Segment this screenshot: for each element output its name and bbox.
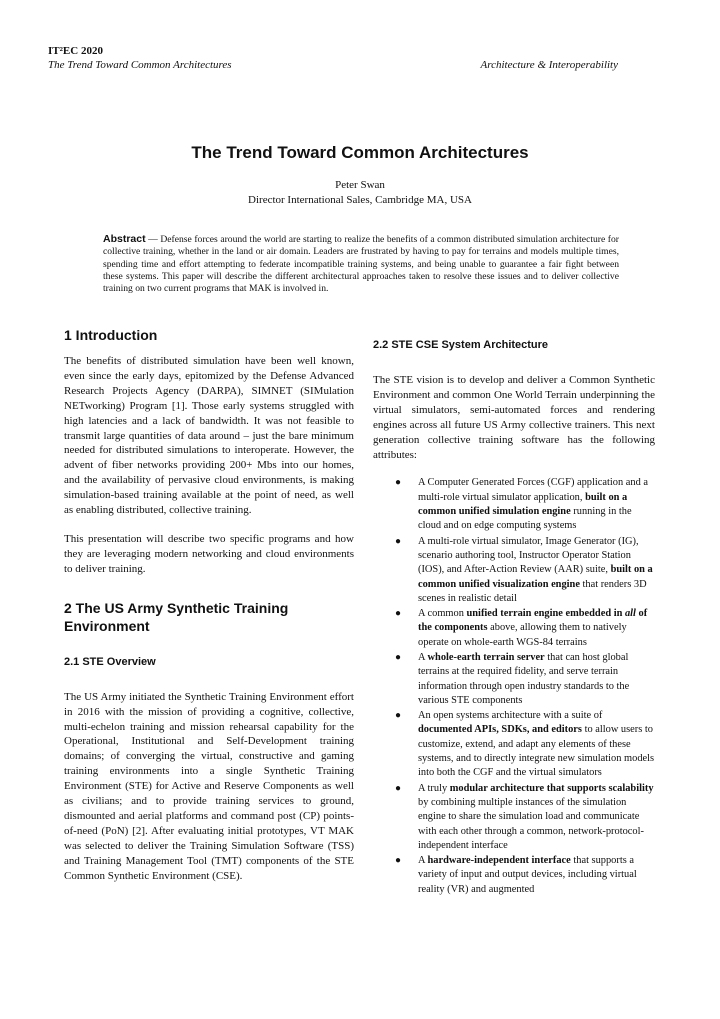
bullet-icon: ●	[395, 855, 402, 867]
section-2-2-paragraph: The STE vision is to develop and deliver a Common Synthetic Environment and common One World Terrain underpinning the virtual simulators, semi-automated forces and rendering engines across all future US Army collective trainers. This next generation collective training software has the following attributes:	[373, 374, 655, 461]
list-item: ● A hardware-independent interface that supports a variety of input and output devices, including virtual reality (VR) and augmented	[395, 855, 637, 895]
section-1-paragraph-2: This presentation will describe two specific programs and how they are leveraging modern networking and cloud environments to deliver training.	[64, 532, 354, 575]
list-item: ● A common unified terrain engine embedded in all of the components above, allowing them to natively operate on whole-earth WGS-84 terrains	[395, 608, 648, 648]
section-2-2-heading: 2.2 STE CSE System Architecture	[373, 339, 549, 351]
abstract-text: — Defense forces around the world are starting to realize the benefits of a common distributed simulation architecture for collective training, whether in the land or air domain. Leaders are frustrated by having to pay for terrains and models multiple times, spending time and effort attempting to federate incompatible training systems, and being unable to guarantee a fair fight between these systems. This paper will describe the different architectural approaches taken to resolve these issues and to deliver collective training on two current programs that MAK is involved in.	[103, 234, 619, 295]
section-2-1-paragraph: The US Army initiated the Synthetic Training Environment effort in 2016 with the mission of providing a cognitive, collective, multi-echelon training and mission rehearsal capability for the Operational, Institutional and Self-Development training domains; of converging the virtual, constructive and gaming training environments into a single Synthetic Training Environment (STE) for Active and Reserve Components as well as civilians; and to provide training services to ground, dismounted and aerial platforms and command post (CP) points-of-need (PoN) [2]. After evaluating initial prototypes, VT MAK was selected to deliver the Training Simulation Software (TSS) and Training Management Tool (TMT) components of the STE Common Synthetic Environment (CSE).	[64, 690, 354, 882]
conference-name: IT²EC 2020	[48, 45, 103, 57]
abstract-label: Abstract	[103, 233, 146, 245]
bullet-icon: ●	[395, 535, 402, 547]
list-item: ● A whole-earth terrain server that can host global terrains at the required fidelity, and serve terrain information through open industry standards to the various STE components	[395, 652, 630, 706]
bullet-icon: ●	[395, 477, 402, 489]
bullet-icon: ●	[395, 710, 402, 722]
section-1-heading: 1 Introduction	[64, 327, 158, 343]
right-column	[373, 326, 655, 898]
list-item: ● A multi-role virtual simulator, Image Generator (IG), scenario authoring tool, Instructor Operator Station (IOS), and After-Action Review (AAR) suite, built on a common unified visualization engine that renders 3D scenes in realistic detail	[395, 535, 653, 604]
section-tag: Architecture & Interoperability	[480, 59, 618, 71]
paper-title: The Trend Toward Common Architectures	[191, 143, 529, 162]
section-2-heading: 2 The US Army Synthetic Training Environment	[64, 599, 289, 634]
section-1-paragraph-1: The benefits of distributed simulation have been well known, even since the early days, epitomized by the Defense Advanced Research Projects Agency (DARPA), SIMNET (SIMulation NETworking) Program [1]. Those early systems struggled with high latencies and a lack of bandwidth. It was not feasible to transmit large quantities of data around – just the bare minimum needed for distributed simulations to interoperate. However, the advent of fiber networks providing 200+ Mbs into our homes, and the availability of pervasive cloud environments, is making simulation-based training available at the point of need, as well as enabling distributed, collective training.	[64, 355, 354, 517]
author-block	[0, 178, 720, 208]
list-item: ● A Computer Generated Forces (CGF) application and a multi-role virtual simulator application, built on a common unified simulation engine running in the cloud and on edge computing systems	[395, 477, 648, 532]
section-2-1-heading: 2.1 STE Overview	[64, 655, 156, 668]
abstract	[103, 233, 619, 295]
bullet-icon: ●	[395, 608, 402, 620]
bullet-icon: ●	[395, 782, 402, 794]
list-item: ● An open systems architecture with a suite of documented APIs, SDKs, and editors to allow users to customize, extend, and adapt any elements of these systems, and to directly integrate new simulation models into both the CGF and the virtual simulators	[395, 710, 655, 779]
list-item: ● A truly modular architecture that supports scalability by combining multiple instances of the simulation engine to share the simulation load and communicate with each other through a common, network-protocol-independent interface	[395, 782, 654, 851]
author-affiliation: Director International Sales, Cambridge MA, USA	[248, 194, 472, 206]
page-header	[48, 44, 618, 72]
running-title: The Trend Toward Common Architectures	[48, 59, 232, 71]
left-column	[64, 326, 354, 883]
author-name: Peter Swan	[335, 179, 385, 191]
attribute-list	[373, 476, 655, 897]
bullet-icon: ●	[395, 652, 402, 663]
